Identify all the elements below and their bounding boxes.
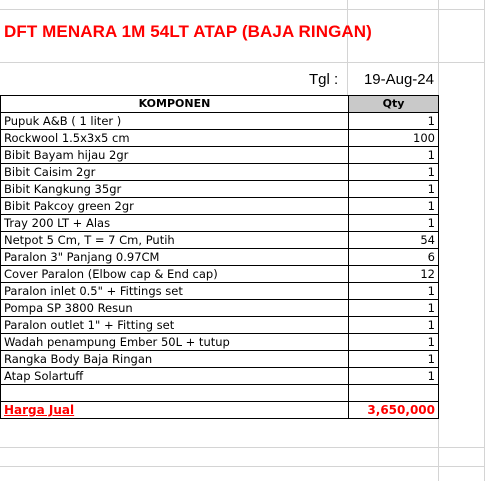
item-qty-cell[interactable]: 1 <box>349 351 439 368</box>
total-value-cell[interactable]: 3,650,000 <box>349 402 439 419</box>
item-qty-cell[interactable]: 1 <box>349 283 439 300</box>
item-name-cell[interactable]: Wadah penampung Ember 50L + tutup <box>1 334 349 351</box>
item-qty-cell[interactable]: 54 <box>349 232 439 249</box>
table-row <box>1 351 439 368</box>
table-row <box>1 334 439 351</box>
gridline-col <box>347 0 348 95</box>
item-name-cell[interactable]: Bibit Bayam hijau 2gr <box>1 147 349 164</box>
blank-cell[interactable] <box>1 385 349 402</box>
item-name-cell[interactable]: Bibit Caisim 2gr <box>1 164 349 181</box>
item-name-cell[interactable]: Pupuk A&B ( 1 liter ) <box>1 113 349 130</box>
item-name-cell[interactable]: Cover Paralon (Elbow cap & End cap) <box>1 266 349 283</box>
table-row <box>1 283 439 300</box>
item-name-cell[interactable]: Atap Solartuff <box>1 368 349 385</box>
table-row <box>1 266 439 283</box>
blank-row <box>1 385 439 402</box>
item-qty-cell[interactable]: 6 <box>349 249 439 266</box>
table-row <box>1 317 439 334</box>
gridline-row <box>0 62 485 63</box>
header-komponen[interactable]: KOMPONEN <box>1 96 349 113</box>
item-qty-cell[interactable]: 1 <box>349 198 439 215</box>
item-qty-cell[interactable]: 1 <box>349 113 439 130</box>
item-name-cell[interactable]: Bibit Kangkung 35gr <box>1 181 349 198</box>
table-row <box>1 368 439 385</box>
item-qty-cell[interactable]: 1 <box>349 334 439 351</box>
header-qty[interactable]: Qty <box>349 96 439 113</box>
gridline-row <box>0 466 485 467</box>
item-name-cell[interactable]: Paralon inlet 0.5" + Fittings set <box>1 283 349 300</box>
item-qty-cell[interactable]: 12 <box>349 266 439 283</box>
item-name-cell[interactable]: Rockwool 1.5x3x5 cm <box>1 130 349 147</box>
table-row <box>1 249 439 266</box>
table-row <box>1 181 439 198</box>
item-qty-cell[interactable]: 100 <box>349 130 439 147</box>
total-label-cell[interactable]: Harga Jual <box>1 402 349 419</box>
item-qty-cell[interactable]: 1 <box>349 147 439 164</box>
gridline-row <box>0 9 485 10</box>
gridline-row <box>0 447 485 448</box>
item-name-cell[interactable]: Rangka Body Baja Ringan <box>1 351 349 368</box>
table-row <box>1 130 439 147</box>
sheet-title: DFT MENARA 1M 54LT ATAP (BAJA RINGAN) <box>4 22 372 41</box>
item-qty-cell[interactable]: 1 <box>349 368 439 385</box>
item-qty-cell[interactable]: 1 <box>349 181 439 198</box>
table-row <box>1 198 439 215</box>
table-row <box>1 113 439 130</box>
item-name-cell[interactable]: Tray 200 LT + Alas <box>1 215 349 232</box>
item-qty-cell[interactable]: 1 <box>349 164 439 181</box>
total-row <box>1 402 439 419</box>
table-row <box>1 164 439 181</box>
item-name-cell[interactable]: Pompa SP 3800 Resun <box>1 300 349 317</box>
component-table <box>0 95 439 419</box>
blank-cell[interactable] <box>349 385 439 402</box>
table-row <box>1 232 439 249</box>
date-value-cell[interactable]: 19-Aug-24 <box>363 71 434 88</box>
table-row <box>1 300 439 317</box>
item-name-cell[interactable]: Paralon outlet 1" + Fitting set <box>1 317 349 334</box>
item-qty-cell[interactable]: 1 <box>349 317 439 334</box>
table-row <box>1 215 439 232</box>
date-label: Tgl : <box>309 71 339 88</box>
item-name-cell[interactable]: Paralon 3" Panjang 0.97CM <box>1 249 349 266</box>
item-qty-cell[interactable]: 1 <box>349 300 439 317</box>
item-name-cell[interactable]: Netpot 5 Cm, T = 7 Cm, Putih <box>1 232 349 249</box>
item-qty-cell[interactable]: 1 <box>349 215 439 232</box>
table-row <box>1 147 439 164</box>
item-name-cell[interactable]: Bibit Pakcoy green 2gr <box>1 198 349 215</box>
header-row <box>1 96 439 113</box>
